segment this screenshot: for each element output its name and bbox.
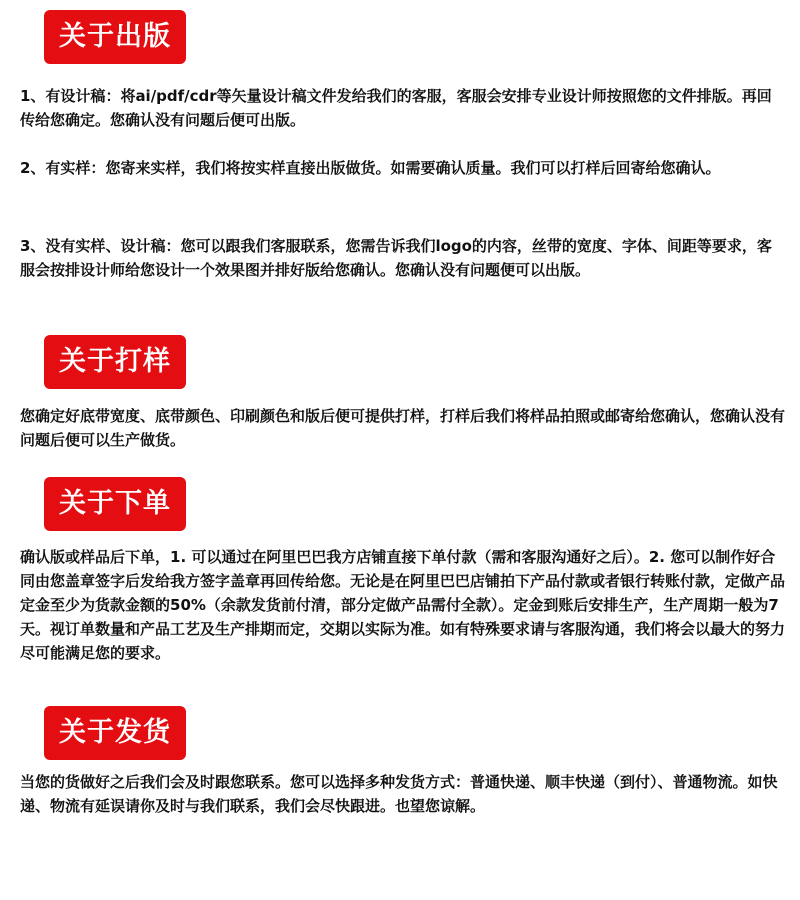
section-title-sampling: 关于打样: [44, 335, 186, 389]
publishing-item-1: 1、有设计稿：将ai/pdf/cdr等矢量设计稿文件发给我们的客服，客服会安排专业设计师按照您的文件排版。再回传给您确定。您确认没有问题后便可出版。: [20, 87, 772, 129]
shipping-text: 当您的货做好之后我们会及时跟您联系。您可以选择多种发货方式：普通快递、顺丰快递（到付）、普通物流。如快递、物流有延误请你及时与我们联系，我们会尽快跟进。也望您谅解。: [20, 773, 778, 815]
sampling-text: 您确定好底带宽度、底带颜色、印刷颜色和版后便可提供打样，打样后我们将样品拍照或邮寄给您确认，您确认没有问题后便可以生产做货。: [20, 407, 786, 449]
ordering-text: 确认版或样品后下单，1. 可以通过在阿里巴巴我方店铺直接下单付款（需和客服沟通好之后）。2. 您可以制作好合同由您盖章签字后发给我方签字盖章再回传给您。无论是在阿里巴巴店铺拍下产品付款或者银行转账付款，定做产品定金至少为货款金额的50%（余款发货前付清，部分定做产品需付全款）。定金到账后安排生产，生产周期一般为7天。视订单数量和产品工艺及生产排期而定，交期以实际为准。如有特殊要求请与客服沟通，我们将会以最大的努力尽可能满足您的要求。: [20, 548, 786, 662]
section-title-ordering: 关于下单: [44, 477, 186, 531]
publishing-item-2: 2、有实样：您寄来实样，我们将按实样直接出版做货。如需要确认质量。我们可以打样后回寄给您确认。: [20, 159, 721, 177]
section-title-publishing: 关于出版: [44, 10, 186, 64]
section-title-shipping: 关于发货: [44, 706, 186, 760]
publishing-item-3: 3、没有实样、设计稿：您可以跟我们客服联系，您需告诉我们logo的内容，丝带的宽度、字体、间距等要求，客服会按排设计师给您设计一个效果图并排好版给您确认。您确认没有问题便可以出版。: [20, 237, 772, 279]
